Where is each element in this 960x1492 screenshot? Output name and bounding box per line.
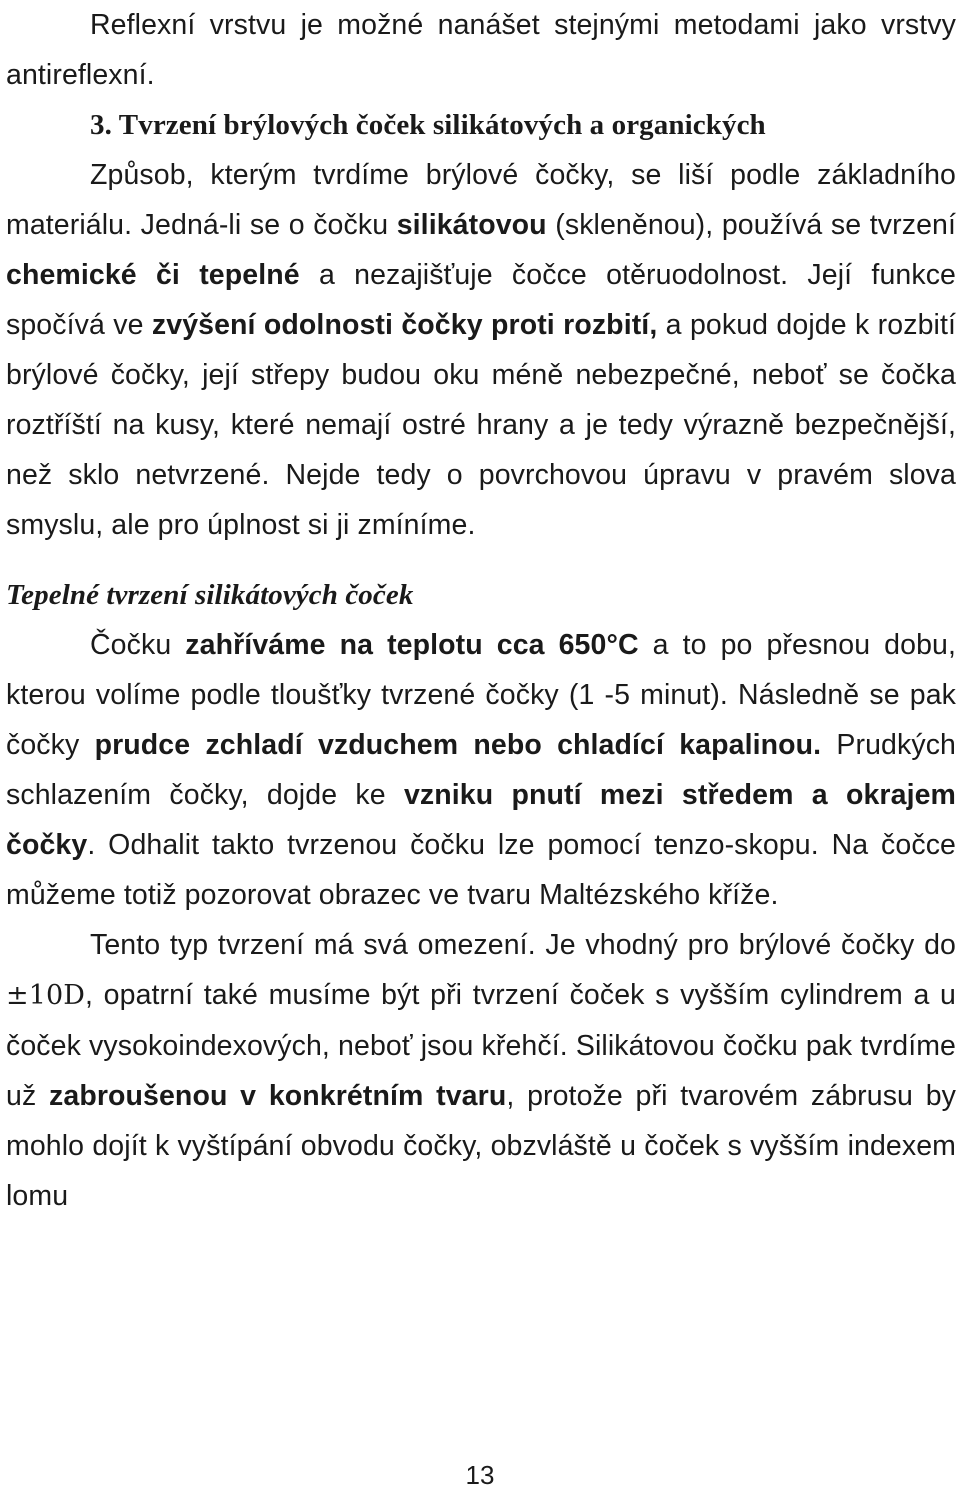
p2-bold-zahrivame: zahříváme na teplotu cca 650°C [185,629,639,661]
p1-text-a: Způsob, kterým tvrdíme brýlové čočky, se liší podle základního materiálu. Jedná-li se o čočku [6,159,956,241]
p3-bold-zabrousenou: zabroušenou v konkrétním tvaru [49,1080,507,1112]
p3-text-c: , protože při tvarovém zábrusu by mohlo dojít k vyštípání obvodu čočky, obzvláště u čoček s vyšším indexem lomu [6,1080,956,1212]
p2-text-a: Čočku [90,629,186,661]
spacer [6,550,956,570]
subsection-paragraph-1 [6,620,956,920]
p2-bold-vzniku: vzniku pnutí mezi středem a okrajem čočky [6,779,956,861]
p2-text-e: . Odhalit takto tvrzenou čočku lze pomocí tenzo-skopu. Na čočce můžeme totiž pozorovat obrazec ve tvaru Maltézského kříže. [6,829,956,911]
p2-text-c: a to po přesnou dobu, kterou volíme podle tloušťky tvrzené čočky (1 -5 minut). Následně se pak čočky [6,629,956,761]
p1-text-e: a pokud dojde k rozbití brýlové čočky, její střepy budou oku méně nebezpečné, neboť se čočka roztříští na kusy, které nemají ostré hrany a je tedy výrazně bezpečnější, než sklo netvrzené. Nejde tedy o povrchovou úpravu v pravém slova smyslu, ale pro úplnost si ji zmíníme. [6,309,956,541]
subsection-heading-text: Tepelné tvrzení silikátových čoček [6,579,414,611]
subsection-paragraph-2 [6,920,956,1221]
document-page [6,0,956,1221]
subsection-heading [6,570,956,620]
p3-text-a: Tento typ tvrzení má svá omezení. Je vhodný pro brýlové čočky do [90,929,956,961]
p2-text-d: Prudkých schlazením čočky, dojde ke [6,729,957,811]
p1-bold-chemicke: chemické či tepelné [6,259,300,291]
intro-paragraph: Reflexní vrstvu je možné nanášet stejnými metodami jako vrstvy antireflexní. [6,9,956,91]
section-heading-text: 3. Tvrzení brýlových čoček silikátových a organických [90,109,766,141]
section-heading [6,100,956,150]
p1-text-d: a nezajišťuje čočce otěruodolnost. Její funkce spočívá ve [6,259,956,341]
p2-bold-prudce: prudce zchladí vzduchem nebo chladící kapalinou. [94,729,822,761]
section-paragraph-1 [6,150,956,550]
p1-bold-zvyseni: zvýšení odolnosti čočky proti rozbití, [151,309,658,341]
p3-text-b: , opatrní také musíme být při tvrzení čoček s vyšším cylindrem a u čoček vysokoindexových, neboť jsou křehčí. Silikátovou čočku pak tvrdíme už [6,979,956,1112]
p3-math-diopters: ±10D [6,980,86,1011]
p1-bold-silikatovou: silikátovou [396,209,547,241]
page-number: 13 [465,1460,495,1490]
p1-text-c: (skleněnou), používá se tvrzení [546,209,957,241]
